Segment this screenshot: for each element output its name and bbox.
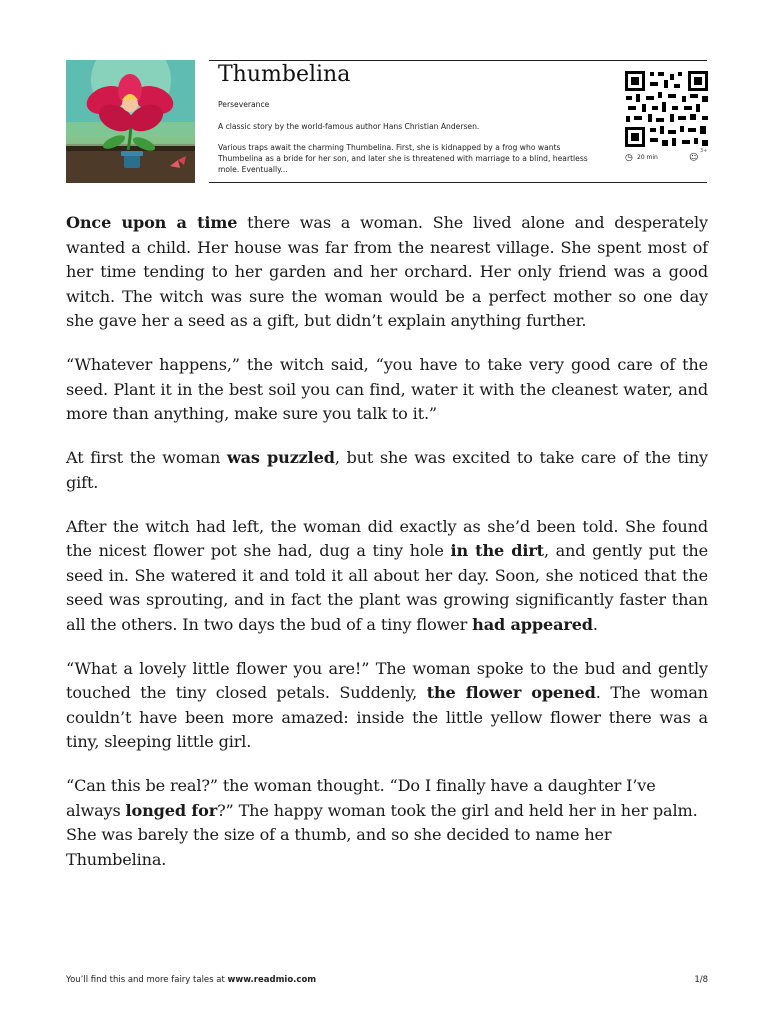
bold-phrase: Once upon a time	[66, 213, 238, 232]
footer-text: You’ll find this and more fairy tales at	[66, 975, 228, 985]
paragraph-text: At first the woman	[66, 448, 227, 467]
story-author-note: A classic story by the world-famous author Hans Christian Andersen.	[218, 122, 480, 131]
paragraph-text: , and gently put the seed in. She watered it and told it all about her day. Soon, she noticed that the seed was sprouting, and in fact the plant was growing significantly faster than all the others. In two days the bud of a tiny flower	[66, 541, 709, 634]
paragraph-text: .	[592, 614, 598, 634]
story-summary: Various traps await the charming Thumbelina. First, she is kidnapped by a frog who wants Thumbelina as a bride for her son, and later she is threatened with marriage to a blind, heartless mole. Eventually...	[218, 143, 588, 174]
clock-icon: ◷	[625, 153, 633, 163]
paragraph-6	[66, 774, 708, 872]
paragraph-text: ?” The happy woman took the girl and held her in her palm. She was barely the size of a thumb, and so she decided to name her Thumbelina.	[66, 800, 698, 869]
footer-link[interactable]: www.readmio.com	[227, 975, 317, 985]
paragraph-text: “What a lovely little flower you are!” The woman spoke to the bud and gently touched the tiny closed petals. Suddenly,	[66, 658, 708, 702]
paragraph-text: After the witch had left, the woman did exactly as she’d been told. She found the nicest flower pot she had, dug a tiny hole	[66, 516, 708, 560]
paragraph-text: , but she was excited to take care of the tiny gift.	[66, 448, 708, 492]
paragraph-text: . The woman couldn’t have been more amazed: inside the little yellow flower there was a tiny, sleeping little girl.	[66, 683, 709, 751]
header-top-rule	[209, 60, 707, 61]
header-bottom-rule	[209, 182, 707, 183]
bold-phrase: had appeared	[472, 614, 593, 634]
bold-phrase: in the dirt	[450, 541, 544, 560]
age-mark: 3+	[700, 148, 708, 154]
paragraph-text: there was a woman. She lived alone and desperately wanted a child. Her house was far from the nearest village. She spent most of her time tending to her garden and her orchard. Her only friend was a good witch. The witch was sure the woman would be a perfect mother so one day she gave her a seed as a gift, but didn’t explain anything further.	[66, 213, 708, 330]
bold-phrase: the flower opened	[426, 683, 596, 702]
paragraph-5	[66, 657, 708, 755]
paragraph-4	[66, 515, 708, 638]
paragraph-3	[66, 446, 708, 495]
story-theme: Perseverance	[218, 100, 270, 109]
qr-code-icon[interactable]	[624, 70, 710, 149]
smiley-face-icon: ☺	[689, 153, 699, 163]
reading-time: 20 min	[637, 154, 658, 161]
paragraph-1	[66, 211, 708, 334]
bold-phrase: longed for	[125, 800, 218, 820]
footer-note	[66, 975, 316, 985]
story-illustration	[66, 60, 195, 183]
bold-phrase: was puzzled	[226, 448, 335, 467]
paragraph-text: “Can this be real?” the woman thought. “Do I finally have a daughter I’ve always	[66, 776, 656, 820]
story-body	[66, 211, 708, 892]
story-title: Thumbelina	[218, 62, 351, 87]
paragraph-2: “Whatever happens,” the witch said, “you have to take very good care of the seed. Plant it in the best soil you can find, water it with the cleanest water, and more than anything, make sure you talk to it.”	[66, 355, 708, 423]
page-number: 1/8	[694, 975, 708, 985]
